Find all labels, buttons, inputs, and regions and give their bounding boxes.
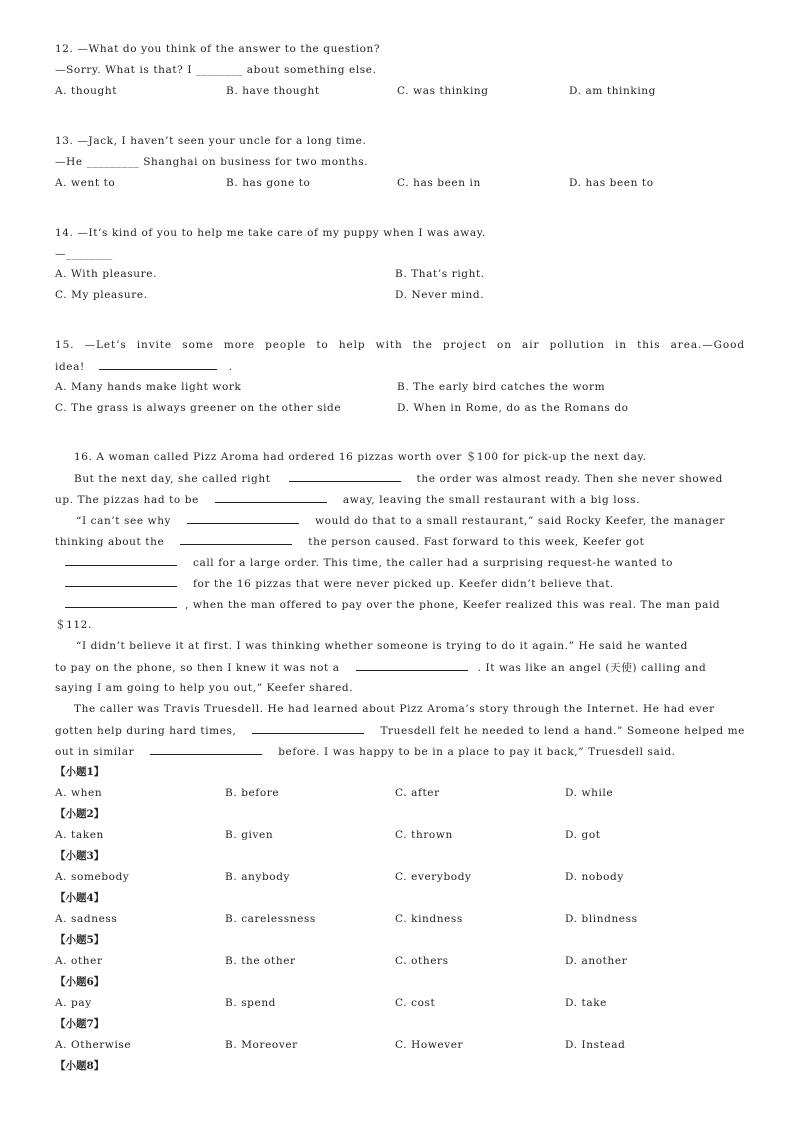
- q15-stem: 15. —Let’s invite some more people to help with the project on air pollution in this area.—Good: [55, 339, 745, 351]
- passage-line-12: saying I am going to help you out,” Keefer shared.: [55, 682, 354, 694]
- sub-6-option-d: D. take: [565, 997, 607, 1009]
- blank-2[interactable]: [215, 492, 327, 503]
- q12-option-d: D. am thinking: [569, 85, 656, 97]
- sub-1-option-d: D. while: [565, 787, 614, 799]
- blank-3[interactable]: [187, 513, 299, 524]
- q14-reply: —________: [55, 248, 113, 260]
- passage-text: for the 16 pizzas that were never picked up. Keefer didn’t believe that.: [193, 578, 614, 590]
- sub-question-8-label: 【小题8】: [55, 1060, 105, 1072]
- q14-option-d: D. Never mind.: [395, 289, 485, 301]
- q15-idea: idea!: [55, 361, 85, 373]
- passage-text: the order was almost ready. Then she never showed: [416, 473, 723, 485]
- passage-text: the person caused. Fast forward to this week, Keefer got: [308, 536, 645, 548]
- passage-line-8: [65, 597, 720, 612]
- sub-7-option-a: A. Otherwise: [55, 1039, 132, 1051]
- q13-option-b: B. has gone to: [226, 177, 311, 189]
- q13-stem: 13. —Jack, I haven’t seen your uncle for a long time.: [55, 135, 367, 147]
- q13-reply: —He _________ Shanghai on business for two months.: [55, 156, 369, 168]
- passage-text: to pay on the phone, so then I knew it was not a: [55, 662, 340, 674]
- sub-question-4-label: 【小题4】: [55, 892, 105, 904]
- sub-5-option-a: A. other: [55, 955, 103, 967]
- q13-option-d: D. has been to: [569, 177, 654, 189]
- sub-7-option-c: C. However: [395, 1039, 464, 1051]
- blank-1[interactable]: [289, 471, 401, 482]
- passage-line-15: [55, 744, 676, 759]
- passage-text: , when the man offered to pay over the phone, Keefer realized this was real. The man paid: [185, 599, 721, 611]
- blank-6[interactable]: [65, 576, 177, 587]
- sub-6-option-c: C. cost: [395, 997, 436, 1009]
- q15-blank[interactable]: [99, 359, 217, 370]
- sub-2-option-a: A. taken: [55, 829, 104, 841]
- sub-6-option-b: B. spend: [225, 997, 276, 1009]
- passage-line-10: “I didn’t believe it at first. I was thinking whether someone is trying to do it again.” He said he wanted: [76, 640, 688, 652]
- q14-stem: 14. —It’s kind of you to help me take care of my puppy when I was away.: [55, 227, 486, 239]
- passage-text: before. I was happy to be in a place to pay it back,” Truesdell said.: [278, 746, 676, 758]
- q15-option-a: A. Many hands make light work: [55, 381, 242, 393]
- blank-5[interactable]: [65, 555, 177, 566]
- passage-text: gotten help during hard times,: [55, 725, 237, 737]
- q13-option-c: C. has been in: [397, 177, 481, 189]
- sub-3-option-b: B. anybody: [225, 871, 291, 883]
- q12-option-b: B. have thought: [226, 85, 320, 97]
- passage-line-14: [55, 723, 745, 738]
- sub-5-option-c: C. others: [395, 955, 449, 967]
- sub-question-7-label: 【小题7】: [55, 1018, 105, 1030]
- sub-2-option-d: D. got: [565, 829, 601, 841]
- blank-7[interactable]: [65, 597, 177, 608]
- passage-text: thinking about the: [55, 536, 165, 548]
- blank-10[interactable]: [150, 744, 262, 755]
- sub-4-option-a: A. sadness: [55, 913, 118, 925]
- q15-option-c: C. The grass is always greener on the other side: [55, 402, 342, 414]
- blank-4[interactable]: [180, 534, 292, 545]
- sub-3-option-a: A. somebody: [55, 871, 130, 883]
- sub-question-1-label: 【小题1】: [55, 766, 105, 778]
- q12-option-c: C. was thinking: [397, 85, 489, 97]
- q15-option-b: B. The early bird catches the worm: [397, 381, 606, 393]
- passage-line-6: [65, 555, 673, 570]
- passage-text: would do that to a small restaurant,” said Rocky Keefer, the manager: [315, 515, 726, 527]
- q14-option-c: C. My pleasure.: [55, 289, 148, 301]
- passage-line-1: 16. A woman called Pizz Aroma had ordered 16 pizzas worth over ＄100 for pick-up the next day.: [74, 451, 647, 463]
- sub-7-option-d: D. Instead: [565, 1039, 626, 1051]
- passage-line-4: [76, 513, 725, 528]
- passage-text: “I can’t see why: [76, 515, 172, 527]
- q12-reply: —Sorry. What is that? I ________ about something else.: [55, 64, 377, 76]
- sub-question-6-label: 【小题6】: [55, 976, 105, 988]
- passage-line-11: [55, 660, 706, 675]
- sub-question-2-label: 【小题2】: [55, 808, 105, 820]
- q15-stem-continued: [55, 359, 233, 374]
- passage-text: . It was like an angel (天使) calling and: [477, 662, 707, 674]
- q13-option-a: A. went to: [55, 177, 116, 189]
- blank-9[interactable]: [252, 723, 364, 734]
- q15-period: .: [228, 361, 233, 373]
- sub-7-option-b: B. Moreover: [225, 1039, 298, 1051]
- sub-3-option-d: D. nobody: [565, 871, 624, 883]
- passage-text: Truesdell felt he needed to lend a hand.” Someone helped me: [380, 725, 745, 737]
- sub-question-3-label: 【小题3】: [55, 850, 105, 862]
- passage-text: out in similar: [55, 746, 135, 758]
- passage-line-9: ＄112.: [55, 619, 92, 631]
- passage-line-3: [55, 492, 640, 507]
- sub-2-option-b: B. given: [225, 829, 274, 841]
- sub-1-option-c: C. after: [395, 787, 440, 799]
- q15-option-d: D. When in Rome, do as the Romans do: [397, 402, 629, 414]
- passage-text: up. The pizzas had to be: [55, 494, 199, 506]
- passage-line-2: [74, 471, 723, 486]
- passage-text: away, leaving the small restaurant with a big loss.: [342, 494, 641, 506]
- sub-4-option-b: B. carelessness: [225, 913, 316, 925]
- sub-1-option-b: B. before: [225, 787, 280, 799]
- blank-8[interactable]: [356, 660, 468, 671]
- q14-option-a: A. With pleasure.: [55, 268, 158, 280]
- sub-1-option-a: A. when: [55, 787, 103, 799]
- sub-4-option-c: C. kindness: [395, 913, 463, 925]
- sub-5-option-d: D. another: [565, 955, 628, 967]
- sub-6-option-a: A. pay: [55, 997, 92, 1009]
- passage-text: call for a large order. This time, the caller had a surprising request-he wanted to: [193, 557, 674, 569]
- sub-5-option-b: B. the other: [225, 955, 296, 967]
- sub-3-option-c: C. everybody: [395, 871, 472, 883]
- q12-option-a: A. thought: [55, 85, 118, 97]
- passage-text: But the next day, she called right: [74, 473, 271, 485]
- sub-2-option-c: C. thrown: [395, 829, 453, 841]
- q12-stem: 12. —What do you think of the answer to the question?: [55, 43, 381, 55]
- sub-4-option-d: D. blindness: [565, 913, 638, 925]
- sub-question-5-label: 【小题5】: [55, 934, 105, 946]
- passage-line-7: [65, 576, 614, 591]
- passage-line-13: The caller was Travis Truesdell. He had learned about Pizz Aroma’s story through the Internet. He had ever: [74, 703, 715, 715]
- q14-option-b: B. That’s right.: [395, 268, 485, 280]
- passage-line-5: [55, 534, 645, 549]
